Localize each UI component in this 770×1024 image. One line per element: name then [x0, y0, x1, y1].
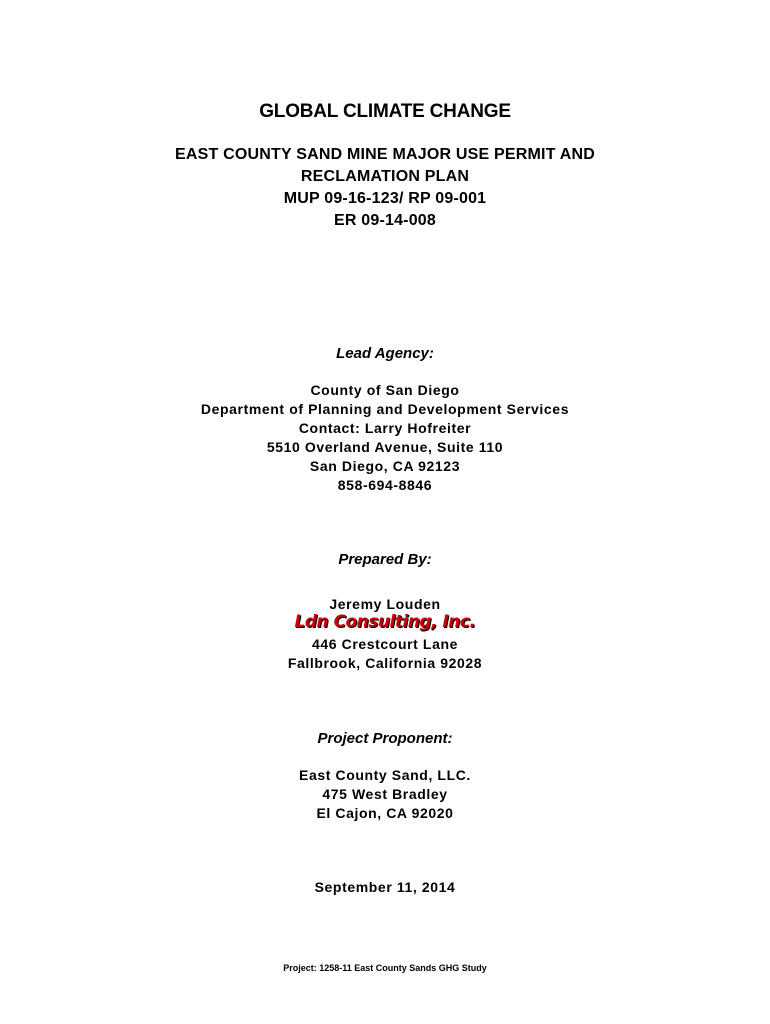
page-footer: Project: 1258-11 East County Sands GHG Study: [283, 963, 487, 973]
lead-agency-line-5: San Diego, CA 92123: [309, 458, 461, 474]
ldn-consulting-logo: Ldn Consulting, Inc.: [294, 612, 476, 632]
project-proponent-heading: Project Proponent:: [317, 730, 453, 747]
prepared-by-heading: Prepared By:: [338, 551, 432, 568]
subtitle-line-4: ER 09-14-008: [333, 212, 437, 229]
document-title: GLOBAL CLIMATE CHANGE: [259, 101, 511, 122]
document-date: September 11, 2014: [314, 879, 456, 895]
preparer-name: Jeremy Louden: [329, 596, 441, 612]
subtitle-line-1: EAST COUNTY SAND MINE MAJOR USE PERMIT AND: [175, 146, 595, 163]
preparer-address-line-2: Fallbrook, California 92028: [287, 655, 483, 671]
lead-agency-line-4: 5510 Overland Avenue, Suite 110: [266, 439, 504, 455]
preparer-address-line-1: 446 Crestcourt Lane: [311, 636, 458, 652]
lead-agency-line-3: Contact: Larry Hofreiter: [298, 420, 472, 436]
proponent-line-2: 475 West Bradley: [322, 786, 448, 802]
lead-agency-heading: Lead Agency:: [336, 345, 434, 362]
subtitle-line-3: MUP 09-16-123/ RP 09-001: [283, 190, 487, 207]
lead-agency-line-2: Department of Planning and Development Services: [200, 401, 570, 417]
proponent-line-3: El Cajon, CA 92020: [316, 805, 454, 821]
lead-agency-line-6: 858-694-8846: [337, 477, 433, 493]
subtitle-line-2: RECLAMATION PLAN: [300, 168, 470, 185]
proponent-line-1: East County Sand, LLC.: [299, 767, 471, 783]
lead-agency-line-1: County of San Diego: [310, 382, 460, 398]
